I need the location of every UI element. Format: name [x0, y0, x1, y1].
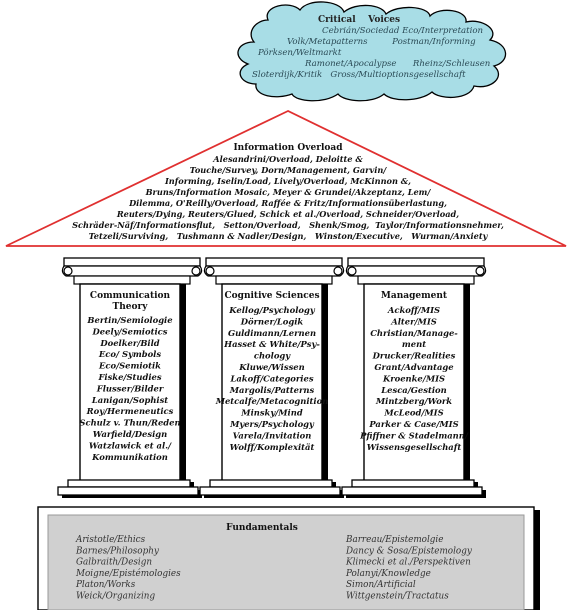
pillar-item: Christian/Manage- [370, 327, 458, 338]
pillar-item: Myers/Psychology [230, 419, 314, 429]
pillar-item: Eco/Semiotik [99, 360, 161, 371]
fundamentals-item: Polanyi/Knowledge [346, 568, 431, 579]
roof-line: Tetzeli/Surviving, Tushmann & Nadler/Design, Winston/Executive, Wurman/Anxiety [88, 231, 488, 241]
fundamentals-item: Galbraith/Design [76, 557, 153, 568]
fundamentals-item: Platon/Works [76, 580, 136, 591]
fundamentals-item: Weick/Organizing [76, 591, 156, 602]
fundamentals-item: Barnes/Philosophy [76, 546, 159, 557]
pillar-item: Watzlawick et al./ [88, 440, 172, 451]
pillar-title: Communication [89, 291, 171, 301]
pillar-item: Lakoff/Categories [230, 373, 314, 384]
pillar-item: Varela/Invitation [232, 430, 312, 441]
pillar-cognitive-sciences [200, 258, 344, 498]
pillar-title: Cognitive Sciences [224, 291, 320, 301]
pillar-item: Margolis/Patterns [229, 384, 315, 395]
pillar-item: Doelker/Bild [100, 337, 160, 348]
roof-line: Bruns/Information Mosaic, Meyer & Grundei/Akzeptanz, Lem/ [145, 187, 431, 197]
pillar-item: Mintzberg/Work [375, 396, 453, 407]
roof-line: Dilemma, O'Reilly/Overload, Raffée & Fritz/Informationsüberlastung, [129, 198, 447, 208]
pillar-item: Lesca/Gestion [381, 384, 447, 395]
fundamentals-title: Fundamentals [226, 523, 298, 533]
cloud-line: Volk/Metapatterns Postman/Informing [287, 37, 476, 47]
pillar-item: Drucker/Realities [372, 350, 456, 361]
cloud-line: Sloterdijk/Kritik Gross/Multioptionsgesellschaft [252, 70, 466, 80]
pillar-item: Lanigan/Sophist [91, 394, 169, 405]
pillar-management [342, 258, 486, 498]
pillar-item: McLeod/MIS [384, 407, 444, 418]
pillar-item: Kluwe/Wissen [239, 362, 305, 372]
pillar-item: Fiske/Studies [98, 372, 162, 382]
fundamentals-item: Moigne/Epistémologies [76, 568, 181, 579]
pillar-item: Wolff/Komplexität [229, 441, 315, 452]
pillar-item: Roy/Hermeneutics [86, 406, 174, 417]
cloud [238, 2, 506, 101]
fundamentals-item: Dancy & Sosa/Epistemology [346, 546, 472, 557]
pillar-item: Guldimann/Lernen [227, 327, 317, 338]
pillar-item: Warfield/Design [92, 429, 168, 439]
pillar-item: Dörner/Logik [240, 316, 304, 327]
roof-title: Information Overload [233, 143, 343, 153]
pillar-title: Theory [112, 302, 148, 312]
pillar-item: Bertin/Semiologie [87, 315, 173, 325]
pillar-item: Pfiffner & Stadelmann/ [360, 430, 468, 441]
pillar-item: Ackoff/MIS [387, 305, 441, 315]
roof-line: Touche/Survey, Dorn/Management, Garvin/ [189, 165, 387, 175]
pillar-item: chology [253, 350, 291, 361]
fundamentals-item: Klimecki et al./Perspektiven [346, 557, 471, 568]
pillar-item: Parker & Case/MIS [369, 419, 459, 429]
pillar-item: Flusser/Bilder [96, 383, 164, 394]
pillar-item: Minsky/Mind [241, 407, 303, 418]
pillar-item: Eco/ Symbols [98, 349, 162, 360]
roof-line: Alesandrini/Overload, Deloitte & [213, 154, 363, 164]
pillar-item: Schulz v. Thun/Reden [79, 417, 181, 428]
pillar-item: Wissensgesellschaft [366, 441, 462, 452]
pillar-item: Grant/Advantage [374, 362, 454, 372]
roof-line: Informing, Iselin/Load, Lively/Overload, McKinnon &, [164, 176, 412, 186]
fundamentals-item: Aristotle/Ethics [76, 535, 146, 545]
pillar-item: Deely/Semiotics [92, 326, 168, 337]
pillar-item: Alter/MIS [391, 316, 437, 327]
pillar-item: Metcalfe/Metacognition [215, 396, 329, 407]
roof [6, 111, 566, 246]
fundamentals-foundation [38, 507, 540, 610]
cloud-line: Pörksen/Weltmarkt [258, 48, 342, 58]
pillar-item: Kroenke/MIS [382, 373, 446, 384]
cloud-title: Critical Voices [318, 15, 401, 25]
pillar-item: Kellog/Psychology [229, 305, 315, 315]
pillar-item: Hasset & White/Psy- [224, 339, 320, 350]
fundamentals-item: Simon/Artificial [346, 580, 416, 591]
pillar-communication-theory [58, 258, 202, 498]
pillar-title: Management [380, 291, 448, 301]
fundamentals-item: Barreau/Epistemolgie [346, 535, 444, 545]
roof-line: Schräder-Näf/Informationsflut, Setton/Overload, Shenk/Smog, Taylor/Informationsnehmer, [72, 220, 504, 230]
pillar-item: ment [401, 339, 427, 350]
cloud-line: Cebrián/Sociedad Eco/Interpretation [322, 26, 484, 36]
pillar-item: Kommunikation [92, 451, 168, 462]
fundamentals-item: Wittgenstein/Tractatus [346, 591, 449, 602]
cloud-line: Ramonet/Apocalypse Rheinz/Schleusen [305, 59, 491, 69]
roof-line: Reuters/Dying, Reuters/Glued, Schick et al./Overload, Schneider/Overload, [116, 209, 460, 219]
